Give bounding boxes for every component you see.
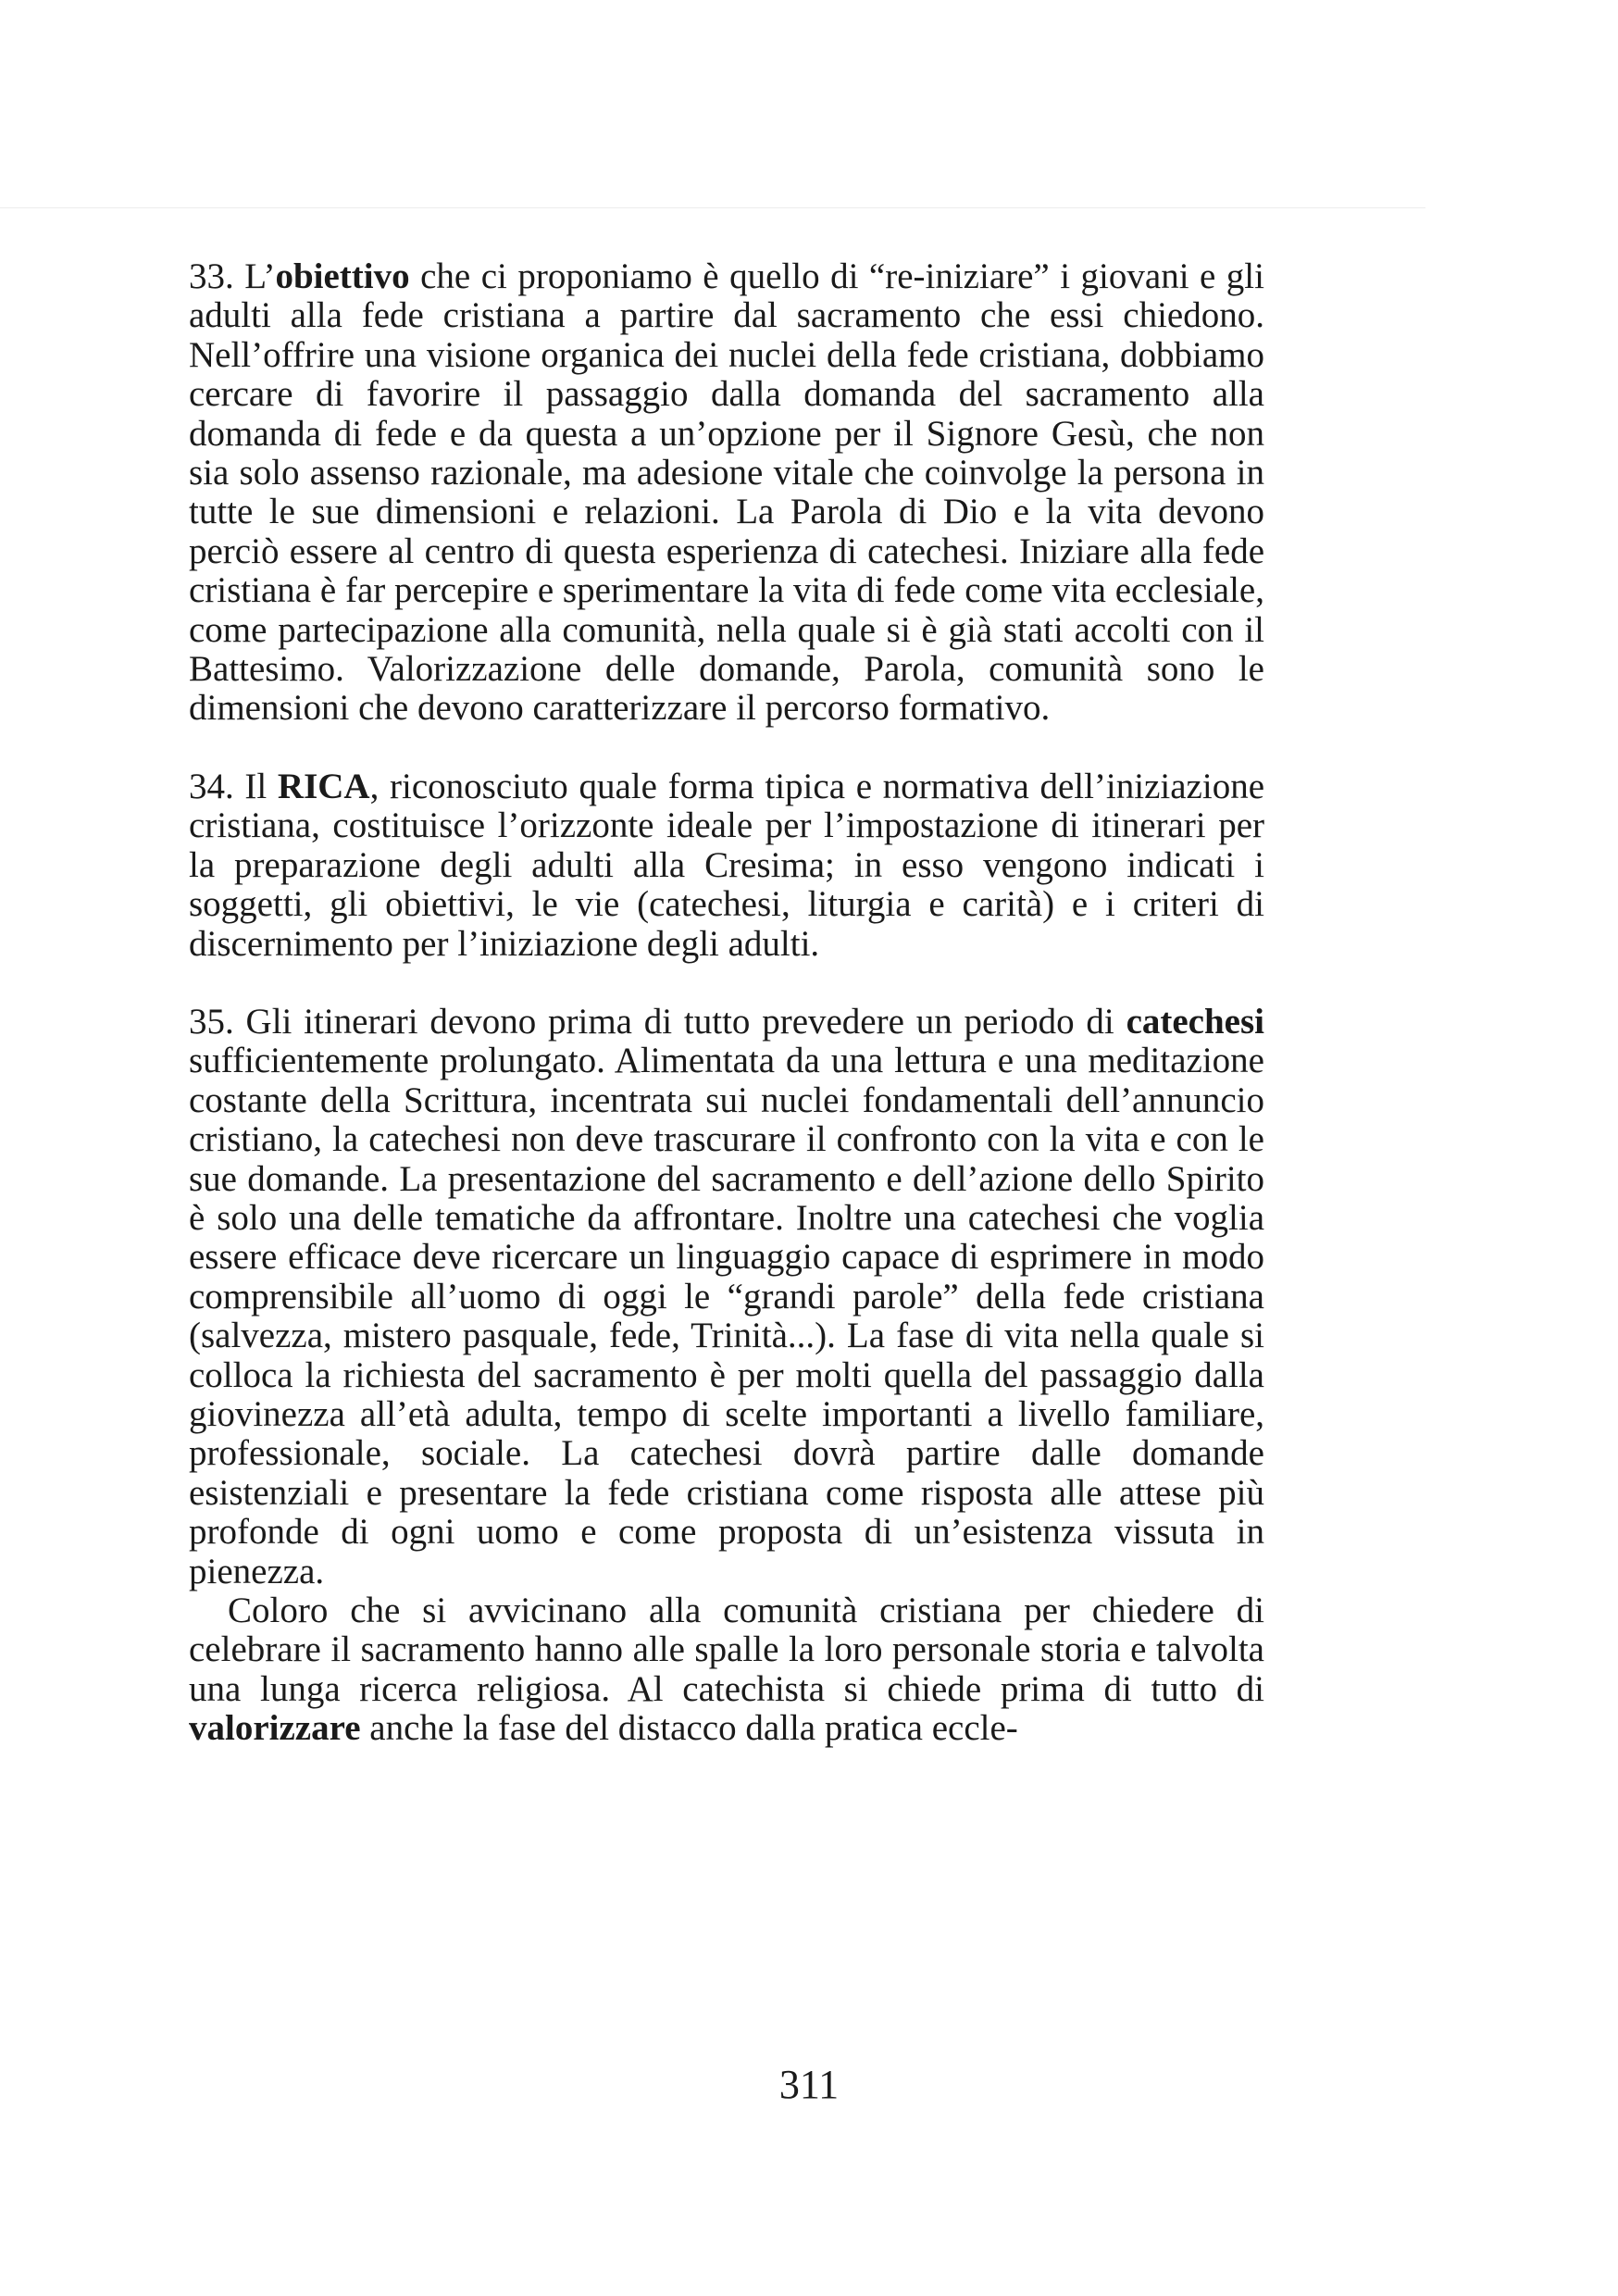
page-body (189, 257, 1264, 1749)
page-number: 311 (778, 2062, 840, 2107)
paragraph-35 (189, 1003, 1264, 1591)
paragraph-33 (189, 257, 1264, 729)
paragraph-35-bold-term: catechesi (1126, 1001, 1264, 1042)
paragraph-34-bold-term: RICA (277, 766, 370, 806)
paragraph-34-text-before: 34. Il (189, 766, 278, 806)
paragraph-35-continuation-text-after: anche la fase del distacco dalla pratica eccle- (360, 1708, 1018, 1749)
paragraph-35-text-before: 35. Gli itinerari devono prima di tutto prevedere un periodo di (189, 1001, 1126, 1042)
paragraph-35-continuation (189, 1591, 1264, 1749)
paragraph-34 (189, 767, 1264, 964)
paragraph-35-text-after: sufficientemente prolungato. Alimentata da una lettura e una meditazione costante della Scrittura, incentrata sui nuclei fondamentali dell’annuncio cristiano, la catechesi non deve trascurare il confronto con la vita e con le sue domande. La presentazione del sacramento e dell’azione dello Spirito è solo una delle tematiche da affrontare. Inoltre una catechesi che voglia essere efficace deve ricercare un linguaggio capace di esprimere in modo comprensibile all’uomo di oggi le “grandi parole” della fede cristiana (salvezza, mistero pasquale, fede, Trinità...). La fase di vita nella quale si colloca la richiesta del sacramento è per molti quella del passaggio dalla giovinezza all’età adulta, tempo di scelte importanti a livello familiare, professionale, sociale. La catechesi dovrà partire dalle domande esistenziali e presentare la fede cristiana come risposta alle attese più profonde di ogni uomo e come proposta di un’esistenza vissuta in pienezza. (189, 1041, 1264, 1591)
paragraph-33-bold-term: obiettivo (275, 256, 410, 296)
paragraph-35-continuation-text-before: Coloro che si avvicinano alla comunità cristiana per chiedere di celebrare il sacramento hanno alle spalle la loro personale storia e talvolta una lunga ricerca religiosa. Al catechista si chiede prima di tutto di (189, 1591, 1264, 1709)
top-scan-edge (0, 207, 1425, 208)
paragraph-34-text-after: , riconosciuto quale forma tipica e normativa dell’iniziazione cristiana, costituisce l’orizzonte ideale per l’impostazione di itinerari per la preparazione degli adulti alla Cresima; in esso vengono indicati i soggetti, gli obiettivi, le vie (catechesi, liturgia e carità) e i criteri di discernimento per l’iniziazione degli adulti. (189, 766, 1265, 964)
paragraph-33-text-after: che ci proponiamo è quello di “re-iniziare” i giovani e gli adulti alla fede cristiana a partire dal sacramento che essi chiedono. Nell’offrire una visione organica dei nuclei della fede cristiana, dobbiamo cercare di favorire il passaggio dalla domanda del sacramento alla domanda di fede e da questa a un’opzione per il Signore Gesù, che non sia solo assenso razionale, ma adesione vitale che coinvolge la persona in tutte le sue dimensioni e relazioni. La Parola di Dio e la vita devono perciò essere al centro di questa esperienza di catechesi. Iniziare alla fede cristiana è far percepire e sperimentare la vita di fede come vita ecclesiale, come partecipazione alla comunità, nella quale si è già stati accolti con il Battesimo. Valorizzazione delle domande, Parola, comunità sono le dimensioni che devono caratterizzare il percorso formativo. (189, 256, 1264, 729)
paragraph-33-text-before: 33. L’ (189, 256, 276, 296)
paragraph-35-continuation-bold-term: valorizzare (189, 1708, 361, 1749)
